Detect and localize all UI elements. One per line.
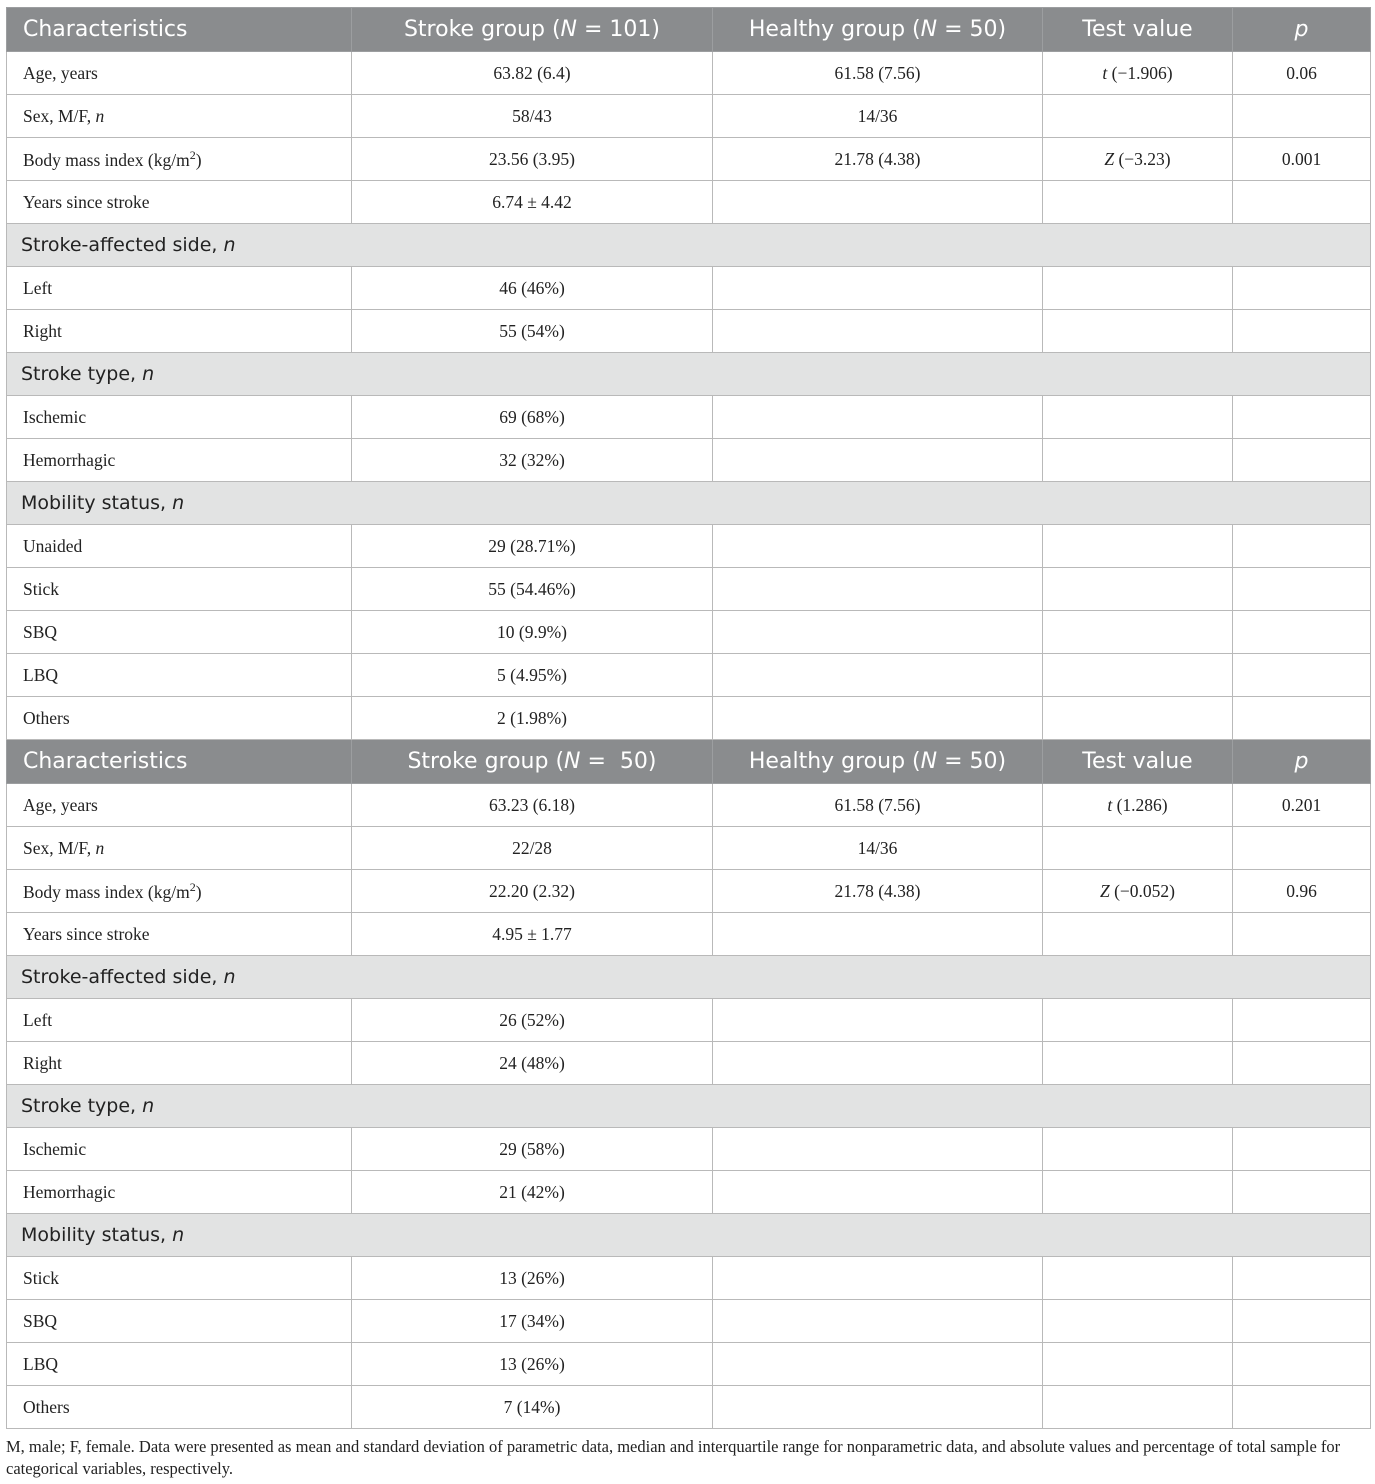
header-healthy-group-n: N xyxy=(920,17,938,42)
row-label xyxy=(7,181,352,224)
healthy-value xyxy=(713,181,1043,224)
header-healthy-group-prefix: Healthy group ( xyxy=(748,749,921,774)
test-value xyxy=(1043,267,1233,310)
section-header-row xyxy=(7,956,1371,999)
test-value xyxy=(1043,525,1233,568)
test-value xyxy=(1043,827,1233,870)
p-value xyxy=(1233,827,1371,870)
p-value-text: 0.06 xyxy=(1286,62,1317,83)
stroke-value xyxy=(352,138,713,181)
healthy-value xyxy=(713,1042,1043,1085)
healthy-value xyxy=(713,568,1043,611)
p-value xyxy=(1233,1257,1371,1300)
p-value xyxy=(1233,1386,1371,1429)
p-value xyxy=(1233,1171,1371,1214)
stroke-value-text: 24 (48%) xyxy=(499,1052,565,1073)
row-label-text: LBQ xyxy=(23,664,58,685)
row-label-text: Ischemic xyxy=(23,406,87,427)
table-row xyxy=(7,95,1371,138)
stroke-value-text: 58/43 xyxy=(512,105,552,126)
section-title xyxy=(7,1085,1371,1128)
row-label xyxy=(7,1300,352,1343)
stroke-value-text: 7 (14%) xyxy=(503,1396,561,1417)
healthy-value xyxy=(713,1343,1043,1386)
row-label-text: Stick xyxy=(23,1267,59,1288)
stroke-value-text: 5 (4.95%) xyxy=(497,664,567,685)
test-statistic-value: (−0.052) xyxy=(1109,880,1175,901)
test-value xyxy=(1043,1257,1233,1300)
table-row xyxy=(7,525,1371,568)
stroke-value-text: 13 (26%) xyxy=(499,1267,565,1288)
row-label-text: Others xyxy=(23,707,70,728)
p-value xyxy=(1233,1343,1371,1386)
p-value-text: 0.001 xyxy=(1281,148,1322,169)
healthy-value xyxy=(713,267,1043,310)
test-value xyxy=(1043,784,1233,827)
row-label-text: SBQ xyxy=(23,621,58,642)
table-row xyxy=(7,568,1371,611)
section-title-italic: n xyxy=(172,492,185,514)
healthy-value xyxy=(713,1171,1043,1214)
header-stroke-group xyxy=(352,740,713,784)
test-statistic-value: (−1.906) xyxy=(1107,62,1173,83)
p-value xyxy=(1233,1042,1371,1085)
test-value xyxy=(1043,1128,1233,1171)
test-value xyxy=(1043,396,1233,439)
stroke-value xyxy=(352,784,713,827)
row-label xyxy=(7,95,352,138)
stroke-value xyxy=(352,525,713,568)
stroke-value xyxy=(352,52,713,95)
stroke-value-text: 29 (58%) xyxy=(499,1138,565,1159)
section-title-text: Stroke type, xyxy=(21,363,143,385)
healthy-value xyxy=(713,611,1043,654)
row-label xyxy=(7,654,352,697)
section-header-row xyxy=(7,353,1371,396)
healthy-value xyxy=(713,138,1043,181)
table-row xyxy=(7,439,1371,482)
stroke-value-text: 4.95 ± 1.77 xyxy=(492,923,572,944)
stroke-value-text: 22/28 xyxy=(512,837,552,858)
row-label xyxy=(7,1343,352,1386)
header-stroke-group xyxy=(352,8,713,52)
header-healthy-group-n-value: = 50) xyxy=(937,17,1007,42)
p-value xyxy=(1233,181,1371,224)
healthy-value xyxy=(713,1386,1043,1429)
header-p-label: p xyxy=(1294,17,1309,42)
row-label-text: Years since stroke xyxy=(23,923,150,944)
table-row xyxy=(7,913,1371,956)
header-stroke-group-prefix: Stroke group ( xyxy=(403,17,561,42)
table-container xyxy=(6,7,1370,1429)
header-test-value xyxy=(1043,8,1233,52)
header-characteristics xyxy=(7,8,352,52)
section-header-row xyxy=(7,482,1371,525)
healthy-value xyxy=(713,697,1043,740)
healthy-value xyxy=(713,396,1043,439)
row-label xyxy=(7,1171,352,1214)
stroke-value-text: 29 (28.71%) xyxy=(488,535,576,556)
header-test-value-label: Test value xyxy=(1082,17,1193,42)
row-label-text: Right xyxy=(23,320,62,341)
table-row xyxy=(7,611,1371,654)
table-row xyxy=(7,784,1371,827)
table-row xyxy=(7,1128,1371,1171)
row-label xyxy=(7,138,352,181)
p-value xyxy=(1233,95,1371,138)
healthy-value xyxy=(713,1128,1043,1171)
table-row xyxy=(7,310,1371,353)
stroke-value xyxy=(352,1042,713,1085)
stroke-value xyxy=(352,396,713,439)
row-label-text: Unaided xyxy=(23,535,83,556)
stroke-value xyxy=(352,1128,713,1171)
stroke-value xyxy=(352,697,713,740)
table-row xyxy=(7,396,1371,439)
stroke-value-text: 26 (52%) xyxy=(499,1009,565,1030)
header-stroke-group-n: N xyxy=(564,749,581,774)
section-header-row xyxy=(7,1214,1371,1257)
test-value xyxy=(1043,654,1233,697)
section-title xyxy=(7,1214,1371,1257)
row-label-text: Body mass index (kg/m xyxy=(23,881,190,902)
table-row xyxy=(7,827,1371,870)
stroke-value xyxy=(352,999,713,1042)
header-p xyxy=(1233,8,1371,52)
stroke-value xyxy=(352,95,713,138)
stroke-value-text: 13 (26%) xyxy=(499,1353,565,1374)
p-value xyxy=(1233,267,1371,310)
section-title xyxy=(7,353,1371,396)
row-label-italic: n xyxy=(95,837,105,858)
p-value xyxy=(1233,611,1371,654)
stroke-value xyxy=(352,267,713,310)
row-label xyxy=(7,827,352,870)
row-label-text: Ischemic xyxy=(23,1138,87,1159)
test-value xyxy=(1043,310,1233,353)
test-value xyxy=(1043,1300,1233,1343)
row-label xyxy=(7,396,352,439)
p-value xyxy=(1233,784,1371,827)
row-label-text: Hemorrhagic xyxy=(23,1181,116,1202)
row-label xyxy=(7,267,352,310)
healthy-value-text: 14/36 xyxy=(857,105,898,126)
p-value xyxy=(1233,654,1371,697)
test-value xyxy=(1043,611,1233,654)
row-label xyxy=(7,310,352,353)
p-value-text: 0.96 xyxy=(1286,880,1317,901)
row-label xyxy=(7,1128,352,1171)
healthy-value-text: 61.58 (7.56) xyxy=(834,62,921,83)
stroke-value-text: 6.74 ± 4.42 xyxy=(492,191,572,212)
p-value xyxy=(1233,697,1371,740)
section-title-italic: n xyxy=(223,234,236,256)
header-p-label: p xyxy=(1294,749,1309,774)
test-value xyxy=(1043,1171,1233,1214)
stroke-value xyxy=(352,913,713,956)
section-title-text: Stroke-affected side, xyxy=(21,234,224,256)
stroke-value xyxy=(352,654,713,697)
row-label-text: Stick xyxy=(23,578,59,599)
table-row xyxy=(7,138,1371,181)
characteristics-table xyxy=(6,7,1371,1429)
table-row xyxy=(7,999,1371,1042)
row-label xyxy=(7,784,352,827)
table-row xyxy=(7,181,1371,224)
section-title xyxy=(7,224,1371,267)
table-row xyxy=(7,1042,1371,1085)
header-row xyxy=(7,740,1371,784)
row-label-text: Sex, M/F, xyxy=(23,837,96,858)
header-test-value xyxy=(1043,740,1233,784)
row-label-text: Right xyxy=(23,1052,62,1073)
healthy-value-text: 21.78 (4.38) xyxy=(834,880,921,901)
stroke-value-text: 22.20 (2.32) xyxy=(488,880,576,901)
row-label-text: Body mass index (kg/m xyxy=(23,149,190,170)
row-label-text: Left xyxy=(23,277,53,298)
table-row xyxy=(7,697,1371,740)
healthy-value xyxy=(713,870,1043,913)
stroke-value xyxy=(352,1171,713,1214)
stroke-value-text: 46 (46%) xyxy=(499,277,565,298)
row-label xyxy=(7,1386,352,1429)
p-value xyxy=(1233,1128,1371,1171)
test-value xyxy=(1043,697,1233,740)
section-header-row xyxy=(7,224,1371,267)
stroke-value xyxy=(352,1343,713,1386)
section-title-italic: n xyxy=(142,363,155,385)
stroke-value xyxy=(352,310,713,353)
test-value xyxy=(1043,999,1233,1042)
healthy-value xyxy=(713,999,1043,1042)
row-label xyxy=(7,999,352,1042)
stroke-value-text: 21 (42%) xyxy=(499,1181,565,1202)
table-row xyxy=(7,1257,1371,1300)
healthy-value xyxy=(713,310,1043,353)
p-value xyxy=(1233,52,1371,95)
test-statistic-symbol: t xyxy=(1107,794,1113,815)
section-title xyxy=(7,482,1371,525)
section-title-text: Mobility status, xyxy=(21,492,173,514)
stroke-value xyxy=(352,827,713,870)
row-label-text: Years since stroke xyxy=(23,191,150,212)
section-header-row xyxy=(7,1085,1371,1128)
p-value xyxy=(1233,310,1371,353)
row-label-text: Hemorrhagic xyxy=(23,449,116,470)
row-label xyxy=(7,1042,352,1085)
row-label-text: Age, years xyxy=(23,62,98,83)
stroke-value xyxy=(352,1257,713,1300)
header-stroke-group-n-value: = 101) xyxy=(577,17,661,42)
test-value xyxy=(1043,1386,1233,1429)
header-row xyxy=(7,8,1371,52)
healthy-value xyxy=(713,827,1043,870)
header-test-value-label: Test value xyxy=(1082,749,1193,774)
test-value xyxy=(1043,95,1233,138)
stroke-value xyxy=(352,1300,713,1343)
p-value xyxy=(1233,1300,1371,1343)
stroke-value xyxy=(352,181,713,224)
test-value xyxy=(1043,1042,1233,1085)
test-value xyxy=(1043,913,1233,956)
header-stroke-group-n-value: = 50) xyxy=(580,749,657,774)
row-label xyxy=(7,52,352,95)
healthy-value xyxy=(713,913,1043,956)
header-healthy-group xyxy=(713,740,1043,784)
header-healthy-group-n-value: = 50) xyxy=(937,749,1007,774)
header-stroke-group-n: N xyxy=(560,17,578,42)
stroke-value-text: 63.23 (6.18) xyxy=(488,794,576,815)
stroke-value xyxy=(352,1386,713,1429)
p-value xyxy=(1233,439,1371,482)
test-value xyxy=(1043,568,1233,611)
table-row xyxy=(7,1300,1371,1343)
row-label xyxy=(7,525,352,568)
stroke-value xyxy=(352,439,713,482)
table-row xyxy=(7,870,1371,913)
table-row xyxy=(7,267,1371,310)
healthy-value-text: 21.78 (4.38) xyxy=(834,148,921,169)
p-value xyxy=(1233,138,1371,181)
table-row xyxy=(7,52,1371,95)
healthy-value xyxy=(713,52,1043,95)
stroke-value-text: 55 (54.46%) xyxy=(488,578,576,599)
row-label-end: ) xyxy=(195,149,202,170)
test-statistic-symbol: Z xyxy=(1104,148,1115,169)
row-label-text: LBQ xyxy=(23,1353,58,1374)
healthy-value xyxy=(713,654,1043,697)
row-label-text: Age, years xyxy=(23,794,98,815)
test-statistic-value: (−3.23) xyxy=(1114,148,1171,169)
header-healthy-group-n: N xyxy=(920,749,938,774)
p-value xyxy=(1233,913,1371,956)
test-value xyxy=(1043,870,1233,913)
healthy-value xyxy=(713,1300,1043,1343)
row-label xyxy=(7,568,352,611)
test-value xyxy=(1043,52,1233,95)
table-row xyxy=(7,1386,1371,1429)
test-value xyxy=(1043,181,1233,224)
stroke-value-text: 32 (32%) xyxy=(499,449,565,470)
header-characteristics-label: Characteristics xyxy=(23,17,188,42)
row-label-superscript: 2 xyxy=(189,879,196,894)
row-label-superscript: 2 xyxy=(189,147,196,162)
header-healthy-group xyxy=(713,8,1043,52)
section-title-text: Stroke-affected side, xyxy=(21,966,224,988)
row-label xyxy=(7,439,352,482)
healthy-value xyxy=(713,1257,1043,1300)
healthy-value-text: 61.58 (7.56) xyxy=(834,794,921,815)
row-label xyxy=(7,611,352,654)
p-value xyxy=(1233,396,1371,439)
row-label-end: ) xyxy=(195,881,202,902)
stroke-value-text: 69 (68%) xyxy=(499,406,565,427)
table-footnote: M, male; F, female. Data were presented as mean and standard deviation of parametric data, median and interquartile range for nonparametric data, and absolute values and percentage of total sample for categorical variables, respectively. xyxy=(6,1437,1341,1478)
table-row xyxy=(7,1171,1371,1214)
stroke-value-text: 10 (9.9%) xyxy=(497,621,567,642)
stroke-value xyxy=(352,611,713,654)
section-title xyxy=(7,956,1371,999)
stroke-value-text: 23.56 (3.95) xyxy=(488,148,576,169)
section-title-italic: n xyxy=(223,966,236,988)
row-label-text: Left xyxy=(23,1009,53,1030)
header-stroke-group-prefix: Stroke group ( xyxy=(407,749,565,774)
header-p xyxy=(1233,740,1371,784)
header-characteristics xyxy=(7,740,352,784)
row-label-italic: n xyxy=(95,105,105,126)
stroke-value-text: 2 (1.98%) xyxy=(497,707,567,728)
stroke-value xyxy=(352,568,713,611)
row-label-text: Sex, M/F, xyxy=(23,105,96,126)
row-label xyxy=(7,870,352,913)
section-title-text: Mobility status, xyxy=(21,1224,173,1246)
healthy-value xyxy=(713,784,1043,827)
p-value xyxy=(1233,870,1371,913)
test-value xyxy=(1043,138,1233,181)
test-value xyxy=(1043,439,1233,482)
test-statistic-symbol: t xyxy=(1102,62,1108,83)
stroke-value xyxy=(352,870,713,913)
row-label-text: SBQ xyxy=(23,1310,58,1331)
p-value-text: 0.201 xyxy=(1281,794,1322,815)
test-statistic-value: (1.286) xyxy=(1112,794,1168,815)
row-label xyxy=(7,697,352,740)
healthy-value-text: 14/36 xyxy=(857,837,898,858)
row-label xyxy=(7,1257,352,1300)
table-row xyxy=(7,654,1371,697)
p-value xyxy=(1233,525,1371,568)
row-label-text: Others xyxy=(23,1396,70,1417)
header-characteristics-label: Characteristics xyxy=(23,749,188,774)
row-label xyxy=(7,913,352,956)
stroke-value-text: 63.82 (6.4) xyxy=(493,62,571,83)
table-row xyxy=(7,1343,1371,1386)
p-value xyxy=(1233,999,1371,1042)
section-title-italic: n xyxy=(172,1224,185,1246)
p-value xyxy=(1233,568,1371,611)
section-title-text: Stroke type, xyxy=(21,1095,143,1117)
stroke-value-text: 17 (34%) xyxy=(499,1310,565,1331)
healthy-value xyxy=(713,95,1043,138)
healthy-value xyxy=(713,439,1043,482)
stroke-value-text: 55 (54%) xyxy=(499,320,565,341)
header-healthy-group-prefix: Healthy group ( xyxy=(748,17,921,42)
section-title-italic: n xyxy=(142,1095,155,1117)
test-value xyxy=(1043,1343,1233,1386)
healthy-value xyxy=(713,525,1043,568)
test-statistic-symbol: Z xyxy=(1099,880,1110,901)
